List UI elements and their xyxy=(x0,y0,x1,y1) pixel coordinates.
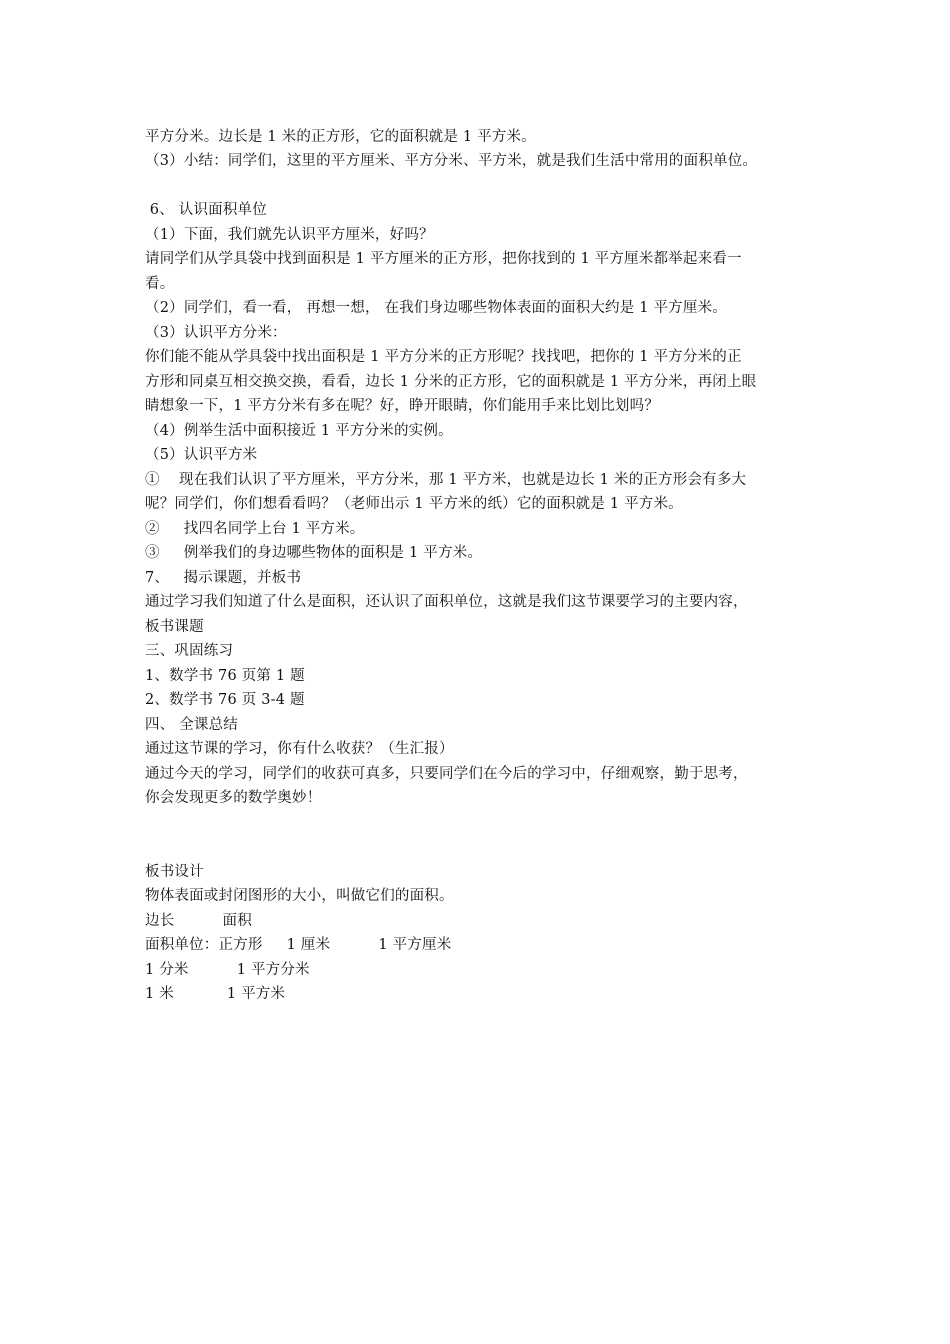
text-line: 物体表面或封闭图形的大小，叫做它们的面积。 xyxy=(145,888,454,904)
text-line: ② 找四名同学上台 1 平方米。 xyxy=(145,521,365,537)
text-line: 边长 面积 xyxy=(145,913,252,929)
section-heading: 7、 揭示课题，并板书 xyxy=(145,570,302,586)
text-line: 你会发现更多的数学奥妙！ xyxy=(145,790,322,806)
board-design-title: 板书设计 xyxy=(145,864,204,880)
text-line: （3）小结：同学们，这里的平方厘米、平方分米、平方米，就是我们生活中常用的面积单位。 xyxy=(145,153,758,169)
text-line: 平方分米。边长是 1 米的正方形，它的面积就是 1 平方米。 xyxy=(145,129,536,145)
text-line: 睛想象一下，1 平方分米有多在呢？好，睁开眼睛，你们能用手来比划比划吗？ xyxy=(145,398,660,414)
text-line: 板书课题 xyxy=(145,619,204,635)
text-line: 1 米 1 平方米 xyxy=(145,986,286,1002)
text-line: 看。 xyxy=(145,276,175,292)
text-line: （3）认识平方分米： xyxy=(145,325,287,341)
text-line: 你们能不能从学具袋中找出面积是 1 平方分米的正方形呢？找找吧，把你的 1 平方分米的正 xyxy=(145,349,742,365)
text-line: 2、数学书 76 页 3-4 题 xyxy=(145,692,305,708)
text-line: 方形和同桌互相交换交换，看看，边长 1 分米的正方形，它的面积就是 1 平方分米，再闭上眼 xyxy=(145,374,757,390)
text-line: 1 分米 1 平方分米 xyxy=(145,962,310,978)
text-line: 1、数学书 76 页第 1 题 xyxy=(145,668,305,684)
text-line: （4）例举生活中面积接近 1 平方分米的实例。 xyxy=(145,423,453,439)
text-line: 请同学们从学具袋中找到面积是 1 平方厘米的正方形，把你找到的 1 平方厘米都举起来看一 xyxy=(145,251,742,267)
section-heading: 三、巩固练习 xyxy=(145,643,234,659)
text-line: 通过学习我们知道了什么是面积，还认识了面积单位，这就是我们这节课要学习的主要内容， xyxy=(145,594,748,610)
text-line: （1）下面，我们就先认识平方厘米，好吗？ xyxy=(145,227,434,243)
text-line: ③ 例举我们的身边哪些物体的面积是 1 平方米。 xyxy=(145,545,483,561)
section-heading: 四、 全课总结 xyxy=(145,717,239,733)
text-line: （2）同学们，看一看， 再想一想， 在我们身边哪些物体表面的面积大约是 1 平方厘米。 xyxy=(145,300,727,316)
text-line: （5）认识平方米 xyxy=(145,447,258,463)
text-line: ① 现在我们认识了平方厘米，平方分米，那 1 平方米，也就是边长 1 米的正方形会有多大 xyxy=(145,472,747,488)
text-line: 通过这节课的学习，你有什么收获？（生汇报） xyxy=(145,741,454,757)
text-line: 通过今天的学习，同学们的收获可真多，只要同学们在今后的学习中，仔细观察，勤于思考， xyxy=(145,766,748,782)
section-heading: 6、 认识面积单位 xyxy=(145,202,267,218)
text-line: 呢？同学们，你们想看看吗？（老师出示 1 平方米的纸）它的面积就是 1 平方米。 xyxy=(145,496,683,512)
text-line: 面积单位：正方形 1 厘米 1 平方厘米 xyxy=(145,937,452,953)
